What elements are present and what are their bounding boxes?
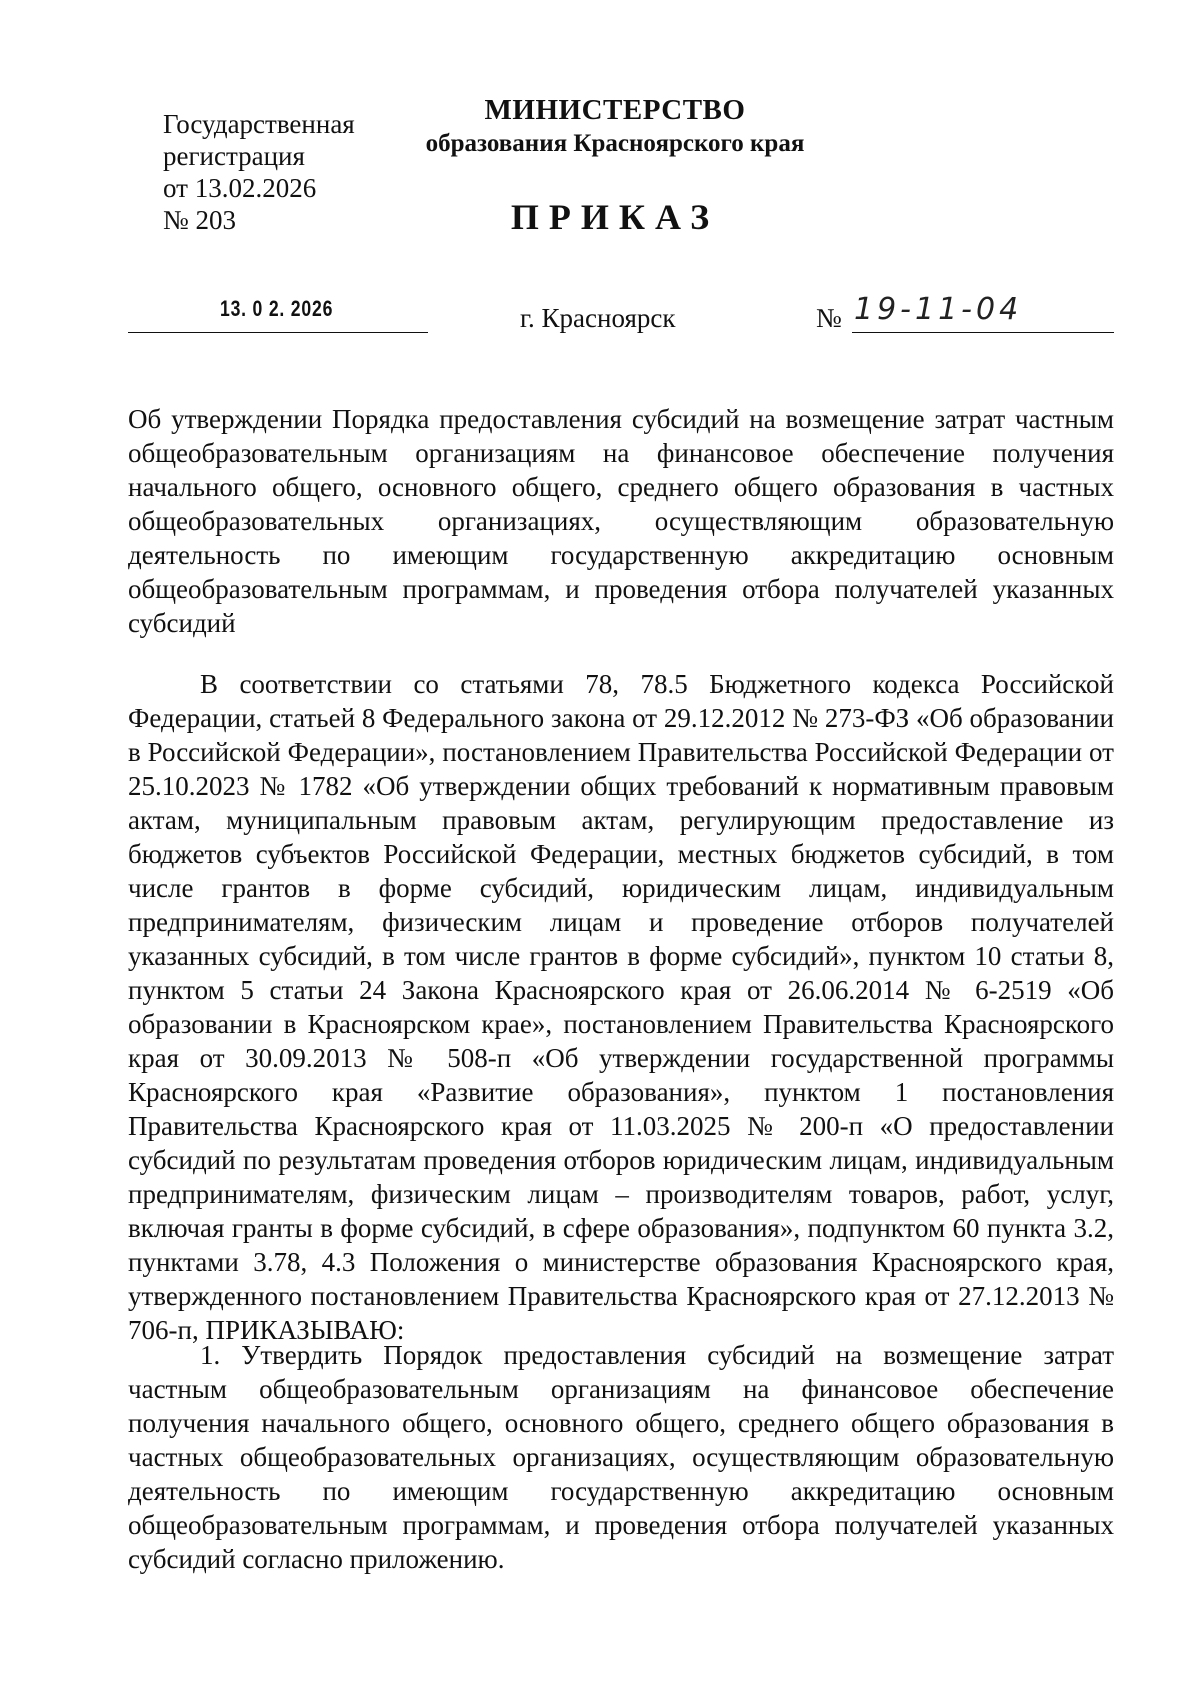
number-label: №	[816, 303, 842, 333]
preamble-paragraph: В соответствии со статьями 78, 78.5 Бюджетного кодекса Российской Федерации, статьей 8 Федерального закона от 29.12.2012 № 273-ФЗ «Об образовании в Российской Федерации», постановлением Правительства Российской Федерации от 25.10.2023 № 1782 «Об утверждении общих требований к нормативным правовым актам, муниципальным правовым актам, регулирующим предоставление из бюджетов субъектов Российской Федерации, местных бюджетов субсидий, в том числе грантов в форме субсидий, юридическим лицам, индивидуальным предпринимателям, физическим лицам и проведение отборов получателей указанных субсидий, в том числе грантов в форме субсидий», пунктом 10 статьи 8, пунктом 5 статьи 24 Закона Красноярского края от 26.06.2014 № 6-2519 «Об образовании в Красноярском крае», постановлением Правительства Красноярского края от 30.09.2013 № 508-п «Об утверждении государственной программы Красноярского края «Развитие образования», пунктом 1 постановления Правительства Красноярского края от 11.03.2025 № 200-п «О предоставлении субсидий по результатам проведения отборов юридическим лицам, индивидуальным предпринимателям, физическим лицам – производителям товаров, работ, услуг, включая гранты в форме субсидий, в сфере образования», подпунктом 60 пункта 3.2, пунктами 3.78, 4.3 Положения о министерстве образования Красноярского края, утвержденного постановлением Правительства Красноярского края от 27.12.2013 № 706-п, ПРИКАЗЫВАЮ:	[128, 669, 1114, 1345]
ministry-name: МИНИСТЕРСТВО	[484, 94, 746, 126]
registration-line: Государственная	[163, 109, 355, 139]
document-type: ПРИКАЗ	[510, 197, 720, 237]
date-field	[128, 296, 428, 333]
number-field	[852, 292, 1114, 333]
registration-date: от 13.02.2026	[163, 173, 317, 203]
city: г. Красноярск	[520, 303, 676, 333]
document-title: Об утверждении Порядка предоставления субсидий на возмещение затрат частным общеобразовательным организациям на финансовое обеспечение получения начального общего, основного общего, среднего общего образования в частных общеобразовательных организациях, осуществляющим образовательную деятельность по имеющим государственную аккредитацию основным общеобразовательным программам, и проведения отбора получателей указанных субсидий	[128, 404, 1114, 638]
ministry-header	[390, 92, 840, 160]
ministry-subtitle: образования Красноярского края	[425, 130, 805, 157]
registration-number: № 203	[163, 205, 237, 235]
item-1-paragraph: 1. Утвердить Порядок предоставления субсидий на возмещение затрат частным общеобразовательным организациям на финансовое обеспечение получения начального общего, основного общего, среднего общего образования в частных общеобразовательных организациях, осуществляющим образовательную деятельность по имеющим государственную аккредитацию основным общеобразовательным программам, и проведения отбора получателей указанных субсидий согласно приложению.	[128, 1340, 1114, 1574]
date-stamp: 13. 0 2. 2026	[220, 296, 334, 321]
order-number: 19-11-04	[854, 292, 1023, 327]
registration-block	[163, 108, 355, 236]
registration-line: регистрация	[163, 141, 305, 171]
